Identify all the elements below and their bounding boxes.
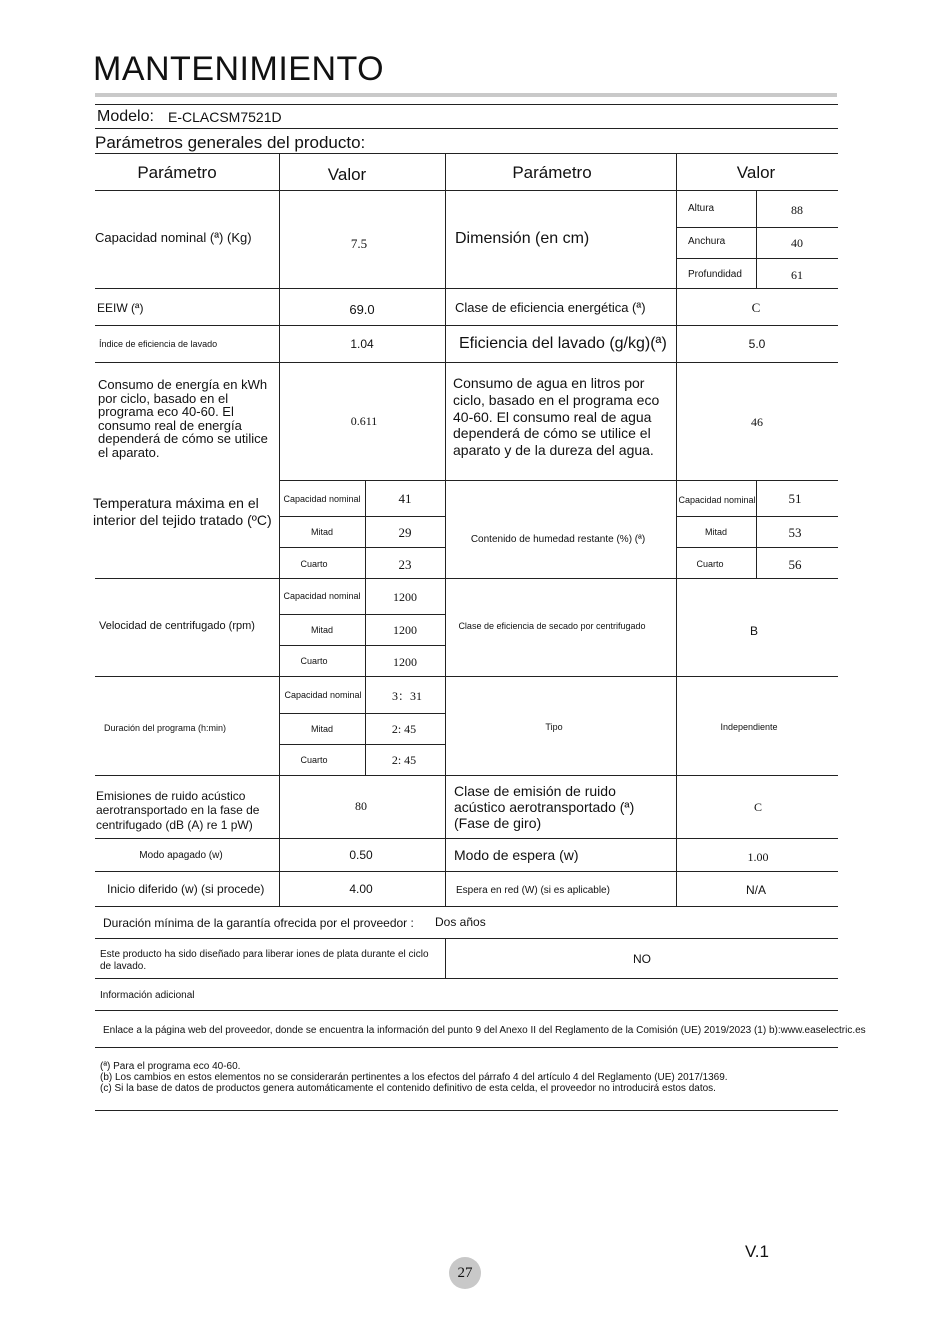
divider [280, 516, 445, 517]
noise-class-label: Clase de emisión de ruido acústico aerotransportado (ª) (Fase de giro) [454, 783, 635, 832]
divider [280, 645, 445, 646]
footnote: (ª) Para el programa eco 40-60. [100, 1061, 241, 1072]
divider [95, 1010, 838, 1011]
additional-info-label: Información adicional [100, 990, 195, 1001]
capacity-value: 7.5 [350, 236, 368, 251]
divider [279, 838, 280, 906]
moisture-row-value: 56 [788, 557, 802, 572]
duration-row-value: 2: 45 [391, 722, 417, 736]
temp-row-value: 23 [398, 557, 412, 572]
divider [95, 153, 838, 154]
spin-row-value: 1200 [393, 590, 417, 604]
divider [95, 190, 838, 191]
spin-class-value: B [749, 624, 759, 638]
divider [280, 614, 445, 615]
divider [95, 838, 838, 839]
energy-class-value: C [751, 300, 761, 315]
water-consumption-label: Consumo de agua en litros por ciclo, basado en el programa eco 40-60. El consumo real de agua dependerá de cómo se utilice el aparato y de la dureza del agua. [453, 375, 660, 459]
wash-index-value: 1.04 [350, 337, 374, 351]
duration-row-label: Cuarto [300, 755, 328, 765]
divider [95, 871, 838, 872]
duration-row-label: Mitad [310, 724, 334, 734]
energy-consumption-value: 0.611 [350, 414, 378, 428]
delayed-start-label: Inicio diferido (w) (si procede) [107, 882, 265, 896]
width-value: 40 [791, 236, 803, 250]
spin-row-label: Capacidad nominal [283, 591, 361, 601]
header-parametro-right: Parámetro [512, 163, 592, 182]
duration-row-value: 2: 45 [391, 753, 417, 767]
spin-row-value: 1200 [393, 623, 417, 637]
divider [95, 362, 838, 363]
header-valor-left: Valor [327, 165, 367, 184]
divider [676, 838, 677, 906]
off-mode-label: Modo apagado (w) [139, 850, 223, 861]
divider [95, 288, 838, 289]
footnote: (b) Los cambios en estos elementos no se considerarán pertinentes a los efectos del párrafo 4 del artículo 4 del Reglamento (UE) 2017/1369. [100, 1072, 728, 1083]
energy-class-label: Clase de eficiencia energética (ª) [455, 300, 646, 315]
standby-value: 1.00 [747, 850, 769, 864]
width-label: Anchura [688, 236, 726, 247]
divider [95, 676, 838, 677]
moisture-row-value: 51 [788, 491, 802, 506]
divider [677, 227, 838, 228]
spin-speed-label: Velocidad de centrifugado (rpm) [99, 620, 255, 632]
network-standby-value: N/A [745, 883, 767, 897]
divider [676, 153, 677, 838]
warranty-value: Dos años [435, 915, 486, 929]
divider [95, 325, 838, 326]
divider [95, 906, 838, 907]
divider [95, 978, 838, 979]
divider [95, 938, 838, 939]
divider [95, 578, 838, 579]
eei-label: EEIW (ª) [97, 301, 144, 315]
duration-row-value: 3：31 [391, 689, 423, 703]
spin-row-label: Cuarto [300, 656, 328, 666]
network-standby-label: Espera en red (W) (si es aplicable) [456, 885, 610, 896]
divider [677, 547, 838, 548]
divider [95, 1110, 838, 1111]
energy-consumption-label: Consumo de energía en kWh por ciclo, basado en el programa eco 40-60. El consumo real de energía dependerá de cómo se utilice el aparato. [98, 377, 268, 460]
temp-row-value: 29 [398, 525, 412, 540]
spin-class-label: Clase de eficiencia de secado por centrifugado [458, 621, 646, 631]
temp-row-label: Capacidad nominal [283, 494, 361, 504]
eei-value: 69.0 [349, 302, 375, 317]
spin-row-label: Mitad [310, 625, 334, 635]
model-label: Modelo: [97, 108, 154, 125]
divider [95, 128, 838, 129]
temp-row-label: Cuarto [300, 559, 328, 569]
water-consumption-value: 46 [751, 415, 763, 429]
section-title: Parámetros generales del producto: [95, 133, 366, 152]
divider [280, 547, 445, 548]
type-value: Independiente [720, 722, 778, 732]
divider [445, 153, 446, 838]
temp-row-label: Mitad [310, 527, 334, 537]
supplier-link-text: Enlace a la página web del proveedor, donde se encuentra la información del punto 9 del Anexo II del Reglamento de la Comisión (UE) 2019/2023 (1) b):www.easelectric.es [103, 1025, 866, 1036]
divider [280, 744, 445, 745]
wash-index-label: Índice de eficiencia de lavado [99, 339, 218, 349]
spin-row-value: 1200 [393, 655, 417, 669]
moisture-row-value: 53 [788, 525, 802, 540]
delayed-start-value: 4.00 [349, 882, 373, 896]
page-number: 27 [449, 1257, 481, 1289]
wash-efficiency-label: Eficiencia del lavado (g/kg)(ª) [459, 335, 667, 352]
page-title: MANTENIMIENTO [93, 50, 385, 88]
noise-emission-value: 80 [355, 799, 367, 813]
duration-label: Duración del programa (h:min) [104, 723, 227, 733]
temp-row-value: 41 [398, 491, 412, 506]
divider [445, 838, 446, 906]
divider [756, 480, 757, 578]
footnote: (c) Si la base de datos de productos genera automáticamente el contenido definitivo de esta celda, el proveedor no introducirá estos datos. [100, 1083, 716, 1094]
moisture-row-label: Mitad [704, 527, 728, 537]
noise-class-value: C [753, 800, 763, 814]
divider [677, 516, 838, 517]
dimension-label: Dimensión (en cm) [455, 230, 590, 247]
divider [95, 775, 838, 776]
height-label: Altura [688, 203, 715, 214]
divider [279, 153, 280, 838]
capacity-label: Capacidad nominal (ª) (Kg) [95, 230, 252, 245]
wash-efficiency-value: 5.0 [748, 337, 766, 351]
model-value: E-CLACSM7521D [168, 109, 282, 125]
divider [280, 480, 838, 481]
divider [677, 258, 838, 259]
version-label: V.1 [745, 1242, 769, 1261]
type-label: Tipo [545, 722, 563, 732]
height-value: 88 [791, 203, 803, 217]
depth-value: 61 [791, 268, 803, 282]
silver-ions-label: Este producto ha sido diseñado para liberar iones de plata durante el ciclo de lavado. [100, 949, 429, 972]
moisture-row-label: Capacidad nominal [678, 495, 756, 505]
divider [95, 104, 838, 105]
title-underline [95, 93, 837, 97]
noise-emission-label: Emisiones de ruido acústico aerotransportado en la fase de centrifugado (dB (A) re 1 pW) [96, 789, 260, 832]
standby-label: Modo de espera (w) [454, 847, 579, 863]
warranty-label: Duración mínima de la garantía ofrecida por el proveedor : [103, 916, 414, 930]
divider [280, 713, 445, 714]
depth-label: Profundidad [688, 269, 742, 280]
divider [365, 480, 366, 775]
silver-ions-value: NO [633, 952, 651, 966]
temperature-label: Temperatura máxima en el interior del tejido tratado (ºC) [93, 495, 272, 528]
divider [445, 938, 446, 978]
divider [756, 190, 757, 288]
duration-row-label: Capacidad nominal [284, 690, 362, 700]
off-mode-value: 0.50 [349, 848, 373, 862]
header-valor-right: Valor [736, 163, 776, 182]
header-parametro-left: Parámetro [137, 163, 217, 182]
moisture-label: Contenido de humedad restante (%) (ª) [470, 534, 646, 545]
divider [95, 1047, 838, 1048]
moisture-row-label: Cuarto [696, 559, 724, 569]
